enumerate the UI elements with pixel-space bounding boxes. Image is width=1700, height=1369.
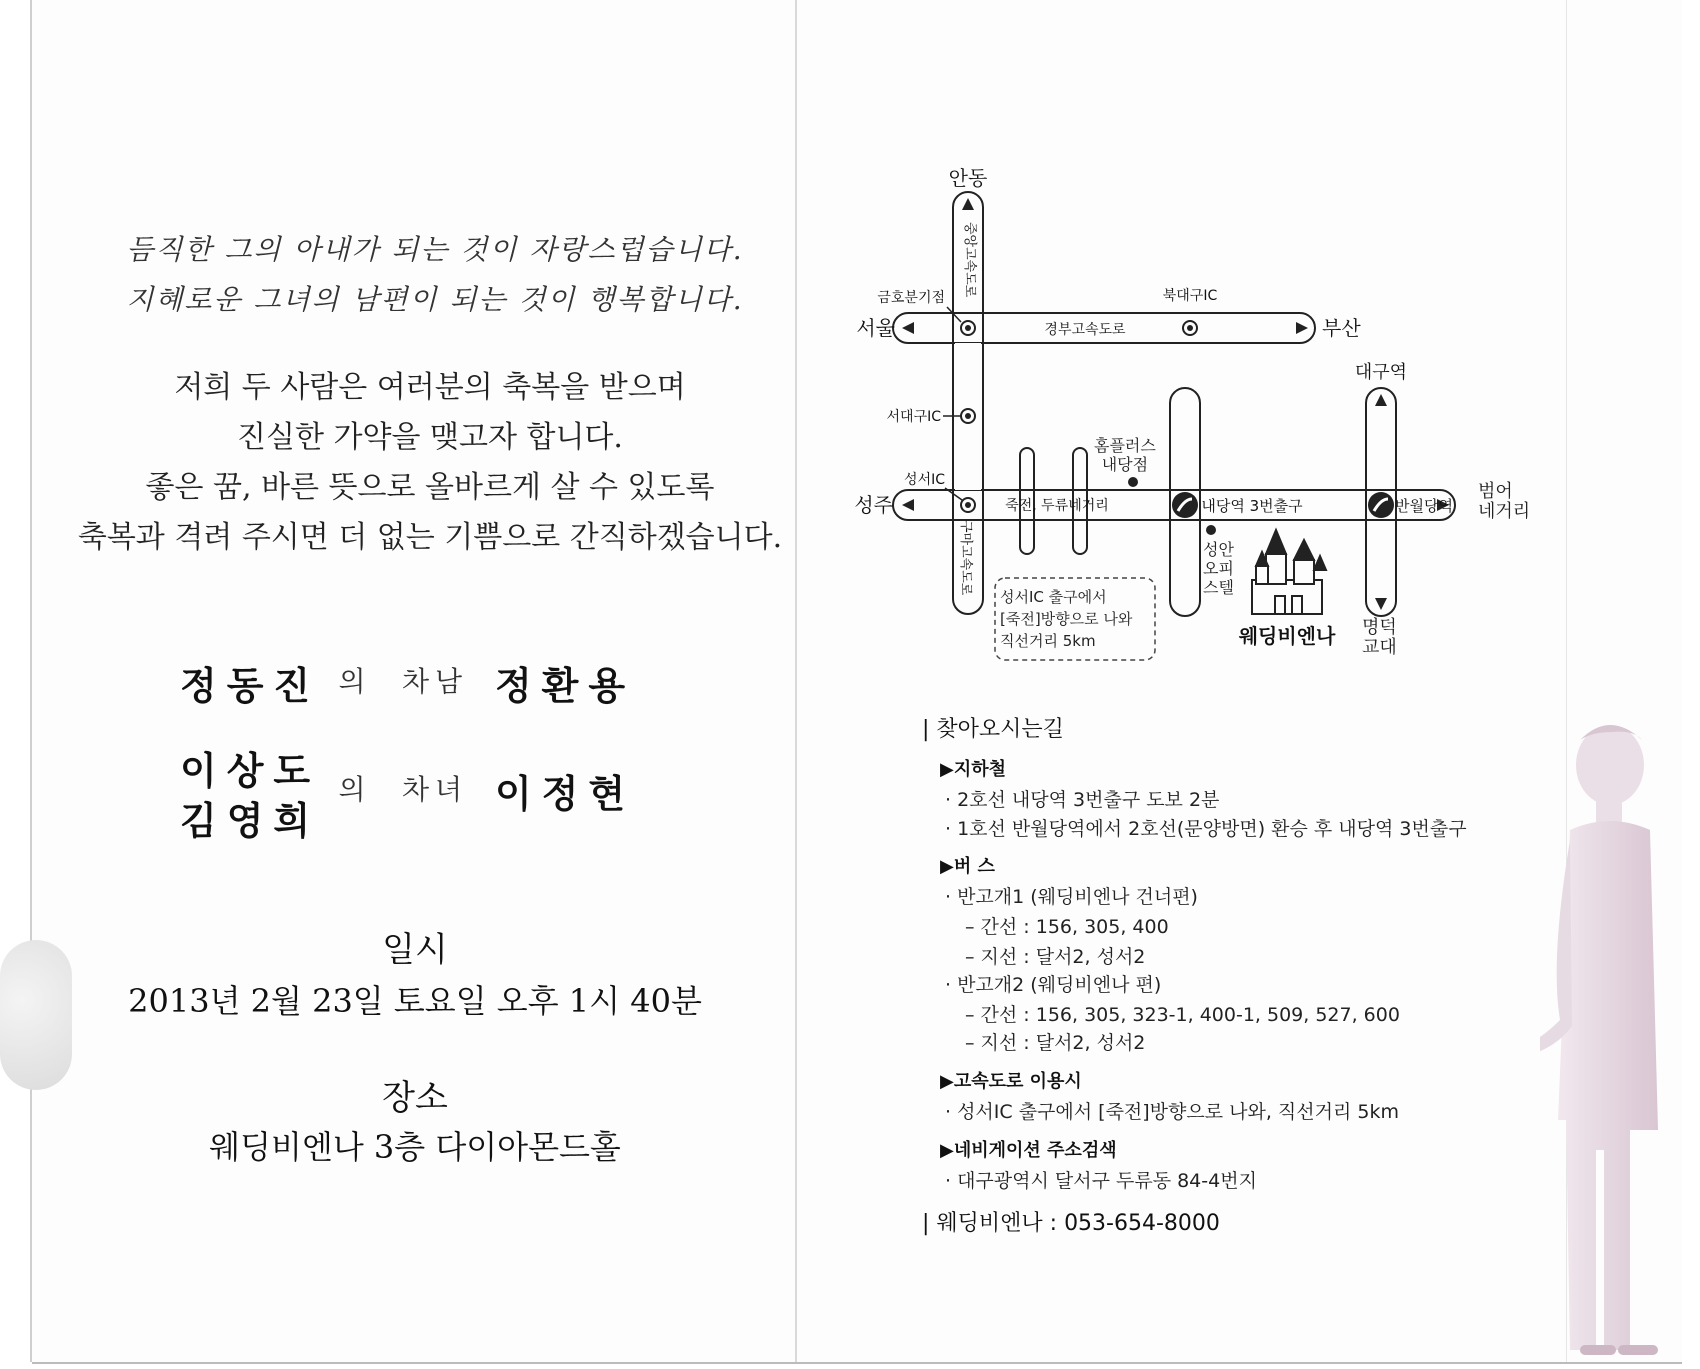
arrow-up-icon — [962, 198, 974, 210]
bus-item: – 간선 : 156, 305, 323-1, 400-1, 509, 527, 600 — [965, 1004, 1400, 1026]
bus-item: · 반고개1 (웨딩비엔나 건너편) — [945, 886, 1198, 908]
homeplus-dot-icon — [1128, 477, 1138, 487]
bus-item: – 지선 : 달서2, 성서2 — [965, 946, 1146, 968]
map-label-homeplus: 홈플러스 내당점 — [1094, 436, 1156, 474]
map-label-daegu-station: 대구역 — [1354, 362, 1408, 383]
body-line: 저희 두 사람은 여러분의 축복을 받으며 — [174, 370, 686, 405]
map-label-west: 성주 — [854, 493, 893, 517]
date-value: 2013년 2월 23일 토요일 오후 1시 40분 — [128, 982, 702, 1020]
phone-line: | 웨딩비엔나 : 053-654-8000 — [922, 1211, 1220, 1236]
highway-item: · 성서IC 출구에서 [죽전]방향으로 나와, 직선거리 5km — [945, 1101, 1399, 1123]
body-line: 진실한 가약을 맺고자 합니다. — [237, 420, 623, 455]
arrow-left-icon — [902, 322, 914, 334]
navi-item: · 대구광역시 달서구 두류동 84-4번지 — [945, 1170, 1257, 1192]
directions-title: | 찾아오시는길 — [922, 717, 1064, 742]
location-map — [840, 150, 1560, 670]
map-label-road: 죽전, 두류네거리 — [1005, 498, 1109, 514]
map-label-west: 서울 — [856, 316, 895, 340]
map-label-station: 내당역 3번출구 — [1201, 497, 1303, 515]
place-value: 웨딩비엔나 3층 다이아몬드홀 — [209, 1128, 621, 1166]
card-edge — [30, 0, 32, 1362]
map-label-station: 반월당역 — [1395, 497, 1453, 515]
bride-mother: 김영희 — [180, 798, 321, 843]
map-label-myeongdeok: 명덕 교대 — [1362, 617, 1397, 658]
map-label-highway-north: 중앙고속도로 — [962, 222, 977, 298]
arrow-right-icon — [1296, 322, 1308, 334]
directions-title-text: 찾아오시는길 — [936, 717, 1064, 742]
subway-icon — [1172, 492, 1198, 518]
subway-item: · 2호선 내당역 3번출구 도보 2분 — [945, 789, 1220, 811]
groom-figure-illustration — [1540, 720, 1680, 1360]
body-line: 좋은 꿈, 바른 뜻으로 올바르게 살 수 있도록 — [145, 470, 715, 505]
map-label-ic: 금호분기점 — [877, 290, 945, 306]
map-label-ic: 북대구IC — [1162, 288, 1218, 304]
bride-father: 이상도 — [180, 748, 321, 793]
date-title: 일시 — [382, 930, 448, 970]
map-label-venue: 웨딩비엔나 — [1238, 624, 1336, 648]
subway-icon — [1368, 492, 1394, 518]
arrow-up-icon — [1375, 394, 1387, 406]
map-label-road: 경부고속도로 — [1044, 322, 1126, 338]
map-label-ic: 서대구IC — [886, 409, 941, 425]
map-label-beomeo: 범어 네거리 — [1478, 481, 1531, 522]
bride-relation: 차녀 — [401, 773, 469, 806]
arrow-down-icon — [1375, 598, 1387, 610]
groom-parent: 정동진 — [180, 663, 321, 708]
navi-title: ▶네비게이션 주소검색 — [940, 1140, 1117, 1161]
groom-name: 정환용 — [494, 663, 636, 708]
map-note: 성서IC 출구에서 [죽전]방향으로 나와 직선거리 5km — [1000, 588, 1133, 650]
arrow-left-icon — [902, 499, 914, 511]
phone-text: 웨딩비엔나 : 053-654-8000 — [936, 1211, 1220, 1236]
highway-title: ▶고속도로 이용시 — [940, 1071, 1082, 1092]
bus-item: · 반고개2 (웨딩비엔나 편) — [945, 974, 1162, 996]
body-line: 축복과 격려 주시면 더 없는 기쁨으로 간직하겠습니다. — [77, 520, 783, 555]
groom-relation: 차남 — [401, 665, 469, 698]
center-fold — [795, 0, 797, 1362]
map-label-north: 안동 — [948, 166, 988, 190]
bride-name: 이정현 — [494, 771, 636, 816]
place-title: 장소 — [382, 1078, 448, 1118]
seongan-dot-icon — [1206, 525, 1216, 535]
bus-item: – 간선 : 156, 305, 400 — [965, 916, 1169, 938]
bus-item: – 지선 : 달서2, 성서2 — [965, 1032, 1146, 1054]
subway-item: · 1호선 반월당역에서 2호선(문양방면) 환승 후 내당역 3번출구 — [945, 818, 1467, 840]
map-label-east: 부산 — [1322, 316, 1361, 340]
map-label-ic: 성서IC — [904, 472, 945, 488]
map-label-highway-south: 구마고속도로 — [958, 520, 973, 596]
bride-particle: 의 — [338, 773, 372, 806]
bus-title: ▶버 스 — [940, 856, 995, 877]
script-line-2: 지혜로운 그녀의 남편이 되는 것이 행복합니다. — [126, 283, 744, 316]
script-line-1: 듬직한 그의 아내가 되는 것이 자랑스럽습니다. — [126, 233, 744, 266]
castle-icon — [1252, 530, 1326, 614]
groom-particle: 의 — [338, 665, 372, 698]
map-label-seongan: 성안 오피 스텔 — [1203, 540, 1234, 597]
subway-title: ▶지하철 — [940, 759, 1007, 780]
